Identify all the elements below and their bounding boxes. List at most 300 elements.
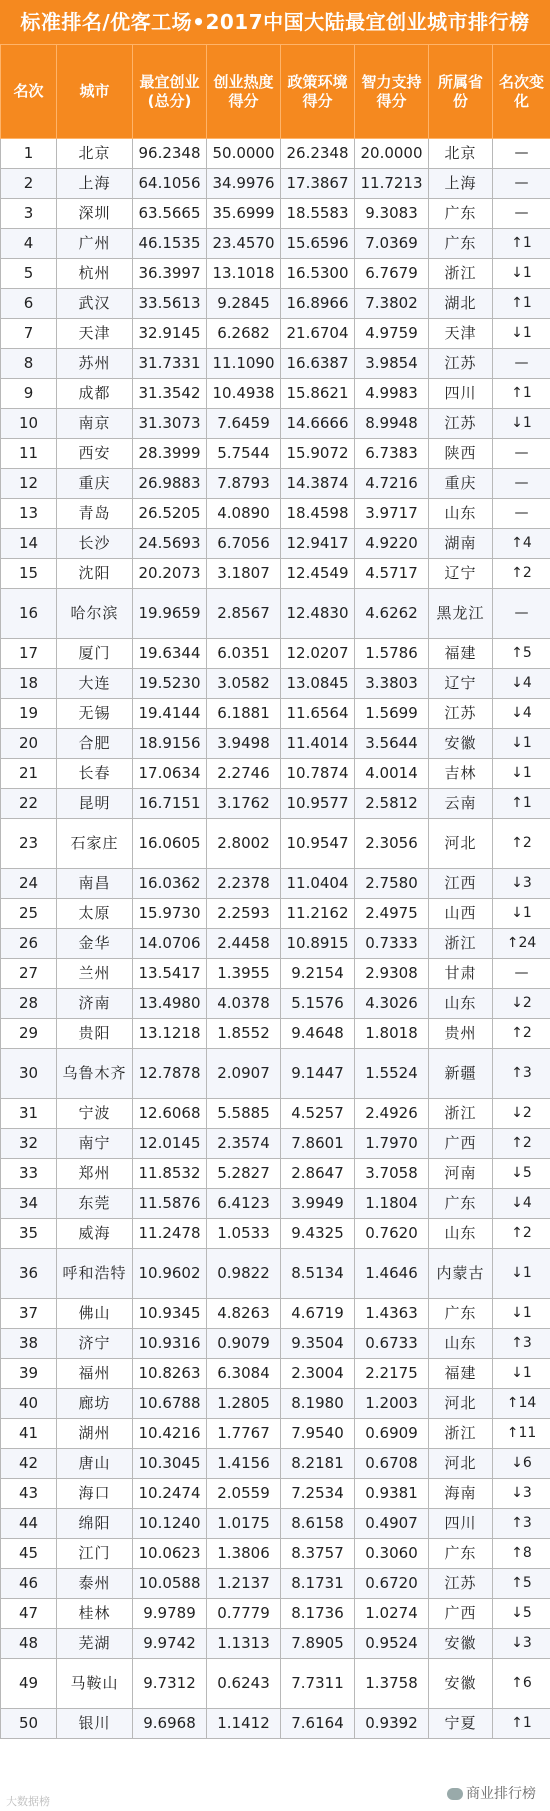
cell-rank-change: ↑6 — [493, 1659, 550, 1709]
cell-province: 山东 — [429, 499, 493, 529]
cell-province: 广东 — [429, 1539, 493, 1569]
cell-rank-change: ↓1 — [493, 729, 550, 759]
cell-total-score: 33.5613 — [133, 289, 207, 319]
cell-rank-change: ↑5 — [493, 1569, 550, 1599]
cell-rank-change: ↓1 — [493, 899, 550, 929]
table-row — [1, 869, 550, 899]
table-row — [1, 819, 550, 869]
cell-talent-score: 0.4907 — [355, 1509, 429, 1539]
cell-province: 山东 — [429, 1219, 493, 1249]
cell-talent-score: 1.3758 — [355, 1659, 429, 1709]
cell-policy-score: 8.1980 — [281, 1389, 355, 1419]
cell-rank: 11 — [1, 439, 57, 469]
cell-heat-score: 6.4123 — [207, 1189, 281, 1219]
cell-rank: 15 — [1, 559, 57, 589]
cell-province: 宁夏 — [429, 1709, 493, 1739]
cell-province: 河北 — [429, 819, 493, 869]
cell-policy-score: 12.4830 — [281, 589, 355, 639]
cell-total-score: 9.9789 — [133, 1599, 207, 1629]
cell-rank-change: ↑3 — [493, 1329, 550, 1359]
cell-policy-score: 13.0845 — [281, 669, 355, 699]
cell-total-score: 24.5693 — [133, 529, 207, 559]
cell-rank-change: ↑4 — [493, 529, 550, 559]
cell-province: 福建 — [429, 1359, 493, 1389]
cell-total-score: 10.4216 — [133, 1419, 207, 1449]
table-row — [1, 1569, 550, 1599]
cell-rank: 31 — [1, 1099, 57, 1129]
cell-city: 宁波 — [57, 1099, 133, 1129]
table-row — [1, 289, 550, 319]
cell-city: 郑州 — [57, 1159, 133, 1189]
cell-province: 浙江 — [429, 259, 493, 289]
cell-province: 安徽 — [429, 1629, 493, 1659]
cell-total-score: 12.7878 — [133, 1049, 207, 1099]
cell-province: 内蒙古 — [429, 1249, 493, 1299]
cell-province: 上海 — [429, 169, 493, 199]
cell-rank-change: ↓1 — [493, 1299, 550, 1329]
cell-heat-score: 2.0907 — [207, 1049, 281, 1099]
cell-total-score: 10.9602 — [133, 1249, 207, 1299]
cell-total-score: 26.5205 — [133, 499, 207, 529]
cell-talent-score: 0.6909 — [355, 1419, 429, 1449]
table-row — [1, 1049, 550, 1099]
cell-city: 泰州 — [57, 1569, 133, 1599]
cell-total-score: 96.2348 — [133, 139, 207, 169]
cell-province: 湖北 — [429, 289, 493, 319]
cell-heat-score: 3.1762 — [207, 789, 281, 819]
cell-total-score: 10.6788 — [133, 1389, 207, 1419]
cell-city: 广州 — [57, 229, 133, 259]
cell-heat-score: 4.8263 — [207, 1299, 281, 1329]
cell-heat-score: 7.6459 — [207, 409, 281, 439]
cell-talent-score: 1.4363 — [355, 1299, 429, 1329]
cell-policy-score: 14.3874 — [281, 469, 355, 499]
cell-province: 广东 — [429, 199, 493, 229]
cell-rank-change: ↓1 — [493, 319, 550, 349]
cell-city: 南京 — [57, 409, 133, 439]
cell-heat-score: 0.9079 — [207, 1329, 281, 1359]
cell-city: 苏州 — [57, 349, 133, 379]
cell-city: 芜湖 — [57, 1629, 133, 1659]
cell-rank-change: ↑11 — [493, 1419, 550, 1449]
table-row — [1, 759, 550, 789]
cell-policy-score: 3.9949 — [281, 1189, 355, 1219]
cell-heat-score: 1.7767 — [207, 1419, 281, 1449]
cell-policy-score: 10.8915 — [281, 929, 355, 959]
cell-policy-score: 12.9417 — [281, 529, 355, 559]
cell-talent-score: 1.0274 — [355, 1599, 429, 1629]
cell-talent-score: 2.2175 — [355, 1359, 429, 1389]
cell-rank: 40 — [1, 1389, 57, 1419]
cell-rank: 9 — [1, 379, 57, 409]
cell-total-score: 9.6968 — [133, 1709, 207, 1739]
cell-total-score: 10.8263 — [133, 1359, 207, 1389]
cell-rank: 36 — [1, 1249, 57, 1299]
cell-city: 银川 — [57, 1709, 133, 1739]
cell-policy-score: 8.6158 — [281, 1509, 355, 1539]
cell-city: 绵阳 — [57, 1509, 133, 1539]
cell-talent-score: 7.0369 — [355, 229, 429, 259]
header-talent-score: 智力支持得分 — [355, 45, 429, 139]
cell-rank-change: ↑8 — [493, 1539, 550, 1569]
cell-total-score: 12.0145 — [133, 1129, 207, 1159]
cell-total-score: 11.5876 — [133, 1189, 207, 1219]
ranking-table — [0, 44, 550, 1739]
cell-rank: 14 — [1, 529, 57, 559]
cell-policy-score: 11.6564 — [281, 699, 355, 729]
cell-rank: 50 — [1, 1709, 57, 1739]
table-row — [1, 729, 550, 759]
cell-talent-score: 3.9717 — [355, 499, 429, 529]
cell-heat-score: 0.7779 — [207, 1599, 281, 1629]
cell-rank: 44 — [1, 1509, 57, 1539]
cell-city: 重庆 — [57, 469, 133, 499]
cell-rank: 8 — [1, 349, 57, 379]
cell-rank-change: ↑2 — [493, 819, 550, 869]
cell-talent-score: 3.5644 — [355, 729, 429, 759]
cell-policy-score: 10.9577 — [281, 789, 355, 819]
cell-city: 上海 — [57, 169, 133, 199]
cell-rank: 47 — [1, 1599, 57, 1629]
cell-rank-change: ↓3 — [493, 1629, 550, 1659]
cell-city: 深圳 — [57, 199, 133, 229]
cell-city: 马鞍山 — [57, 1659, 133, 1709]
cell-total-score: 17.0634 — [133, 759, 207, 789]
cell-total-score: 13.5417 — [133, 959, 207, 989]
cell-total-score: 14.0706 — [133, 929, 207, 959]
cell-total-score: 20.2073 — [133, 559, 207, 589]
table-row — [1, 499, 550, 529]
cell-policy-score: 8.3757 — [281, 1539, 355, 1569]
cell-rank-change: ↑1 — [493, 379, 550, 409]
cell-policy-score: 9.1447 — [281, 1049, 355, 1099]
cell-talent-score: 20.0000 — [355, 139, 429, 169]
cell-rank-change: ↓5 — [493, 1599, 550, 1629]
table-row — [1, 959, 550, 989]
cell-policy-score: 7.8905 — [281, 1629, 355, 1659]
cell-rank-change: — — [493, 439, 550, 469]
cell-city: 北京 — [57, 139, 133, 169]
cell-city: 南昌 — [57, 869, 133, 899]
cell-province: 安徽 — [429, 729, 493, 759]
wechat-icon — [447, 1788, 463, 1800]
cell-total-score: 28.3999 — [133, 439, 207, 469]
header-heat-score: 创业热度得分 — [207, 45, 281, 139]
cell-city: 青岛 — [57, 499, 133, 529]
cell-rank: 46 — [1, 1569, 57, 1599]
watermark-right — [443, 1781, 540, 1805]
cell-city: 石家庄 — [57, 819, 133, 869]
table-row — [1, 1099, 550, 1129]
cell-rank: 43 — [1, 1479, 57, 1509]
cell-heat-score: 7.8793 — [207, 469, 281, 499]
cell-total-score: 10.0623 — [133, 1539, 207, 1569]
cell-province: 广东 — [429, 1189, 493, 1219]
header-rank-change: 名次变化 — [493, 45, 550, 139]
cell-talent-score: 7.3802 — [355, 289, 429, 319]
cell-heat-score: 50.0000 — [207, 139, 281, 169]
table-row — [1, 789, 550, 819]
cell-heat-score: 3.1807 — [207, 559, 281, 589]
cell-talent-score: 4.9220 — [355, 529, 429, 559]
cell-total-score: 13.1218 — [133, 1019, 207, 1049]
cell-talent-score: 4.9983 — [355, 379, 429, 409]
cell-talent-score: 4.7216 — [355, 469, 429, 499]
cell-talent-score: 0.6720 — [355, 1569, 429, 1599]
cell-province: 河北 — [429, 1389, 493, 1419]
cell-talent-score: 0.7620 — [355, 1219, 429, 1249]
cell-heat-score: 2.2593 — [207, 899, 281, 929]
cell-city: 济南 — [57, 989, 133, 1019]
table-row — [1, 1479, 550, 1509]
header-total-score: 最宜创业(总分) — [133, 45, 207, 139]
cell-talent-score: 1.8018 — [355, 1019, 429, 1049]
cell-province: 安徽 — [429, 1659, 493, 1709]
cell-rank: 33 — [1, 1159, 57, 1189]
cell-city: 福州 — [57, 1359, 133, 1389]
cell-rank: 38 — [1, 1329, 57, 1359]
cell-policy-score: 15.9072 — [281, 439, 355, 469]
cell-province: 广西 — [429, 1129, 493, 1159]
cell-province: 山东 — [429, 989, 493, 1019]
cell-heat-score: 1.4156 — [207, 1449, 281, 1479]
header-rank: 名次 — [1, 45, 57, 139]
cell-city: 杭州 — [57, 259, 133, 289]
cell-city: 江门 — [57, 1539, 133, 1569]
cell-heat-score: 0.9822 — [207, 1249, 281, 1299]
cell-rank: 34 — [1, 1189, 57, 1219]
watermark-right-label: 商业排行榜 — [466, 1786, 536, 1802]
cell-rank-change: — — [493, 469, 550, 499]
cell-talent-score: 3.9854 — [355, 349, 429, 379]
cell-rank-change: — — [493, 959, 550, 989]
cell-talent-score: 4.9759 — [355, 319, 429, 349]
cell-heat-score: 3.9498 — [207, 729, 281, 759]
table-row — [1, 529, 550, 559]
cell-rank: 10 — [1, 409, 57, 439]
table-row — [1, 349, 550, 379]
cell-talent-score: 1.1804 — [355, 1189, 429, 1219]
cell-city: 沈阳 — [57, 559, 133, 589]
cell-policy-score: 17.3867 — [281, 169, 355, 199]
header-city: 城市 — [57, 45, 133, 139]
cell-rank: 23 — [1, 819, 57, 869]
table-row — [1, 1359, 550, 1389]
cell-policy-score: 18.5583 — [281, 199, 355, 229]
cell-heat-score: 1.1412 — [207, 1709, 281, 1739]
cell-policy-score: 10.9547 — [281, 819, 355, 869]
cell-talent-score: 1.5786 — [355, 639, 429, 669]
cell-total-score: 36.3997 — [133, 259, 207, 289]
cell-policy-score: 26.2348 — [281, 139, 355, 169]
cell-city: 金华 — [57, 929, 133, 959]
cell-province: 河南 — [429, 1159, 493, 1189]
cell-policy-score: 21.6704 — [281, 319, 355, 349]
cell-heat-score: 4.0890 — [207, 499, 281, 529]
cell-rank-change: — — [493, 589, 550, 639]
cell-policy-score: 5.1576 — [281, 989, 355, 1019]
cell-total-score: 13.4980 — [133, 989, 207, 1019]
table-row — [1, 1709, 550, 1739]
cell-rank-change: — — [493, 169, 550, 199]
cell-rank: 41 — [1, 1419, 57, 1449]
cell-policy-score: 7.7311 — [281, 1659, 355, 1709]
table-row — [1, 589, 550, 639]
cell-province: 吉林 — [429, 759, 493, 789]
cell-total-score: 19.6344 — [133, 639, 207, 669]
cell-rank-change: ↓2 — [493, 989, 550, 1019]
cell-policy-score: 16.5300 — [281, 259, 355, 289]
table-row — [1, 1329, 550, 1359]
cell-rank: 17 — [1, 639, 57, 669]
table-row — [1, 1659, 550, 1709]
cell-rank: 3 — [1, 199, 57, 229]
cell-province: 广西 — [429, 1599, 493, 1629]
cell-rank: 6 — [1, 289, 57, 319]
cell-city: 太原 — [57, 899, 133, 929]
cell-policy-score: 4.5257 — [281, 1099, 355, 1129]
cell-city: 海口 — [57, 1479, 133, 1509]
cell-rank: 42 — [1, 1449, 57, 1479]
cell-rank-change: ↓2 — [493, 1099, 550, 1129]
cell-talent-score: 4.5717 — [355, 559, 429, 589]
cell-rank: 20 — [1, 729, 57, 759]
cell-heat-score: 23.4570 — [207, 229, 281, 259]
cell-total-score: 12.6068 — [133, 1099, 207, 1129]
cell-rank: 32 — [1, 1129, 57, 1159]
cell-total-score: 19.9659 — [133, 589, 207, 639]
table-body — [1, 139, 550, 1739]
cell-province: 江苏 — [429, 409, 493, 439]
cell-city: 威海 — [57, 1219, 133, 1249]
header-province: 所属省份 — [429, 45, 493, 139]
cell-province: 辽宁 — [429, 669, 493, 699]
table-row — [1, 669, 550, 699]
cell-city: 呼和浩特 — [57, 1249, 133, 1299]
cell-rank-change: ↑24 — [493, 929, 550, 959]
cell-talent-score: 1.2003 — [355, 1389, 429, 1419]
table-row — [1, 139, 550, 169]
cell-province: 广东 — [429, 1299, 493, 1329]
watermark-left: 大数据榜 — [6, 1795, 50, 1808]
cell-rank-change: ↑2 — [493, 1129, 550, 1159]
cell-total-score: 19.5230 — [133, 669, 207, 699]
cell-total-score: 10.9345 — [133, 1299, 207, 1329]
cell-rank-change: — — [493, 199, 550, 229]
cell-talent-score: 2.5812 — [355, 789, 429, 819]
cell-city: 南宁 — [57, 1129, 133, 1159]
cell-city: 长沙 — [57, 529, 133, 559]
cell-rank: 16 — [1, 589, 57, 639]
table-row — [1, 1389, 550, 1419]
cell-rank: 2 — [1, 169, 57, 199]
cell-rank: 28 — [1, 989, 57, 1019]
table-row — [1, 259, 550, 289]
cell-total-score: 16.7151 — [133, 789, 207, 819]
cell-heat-score: 9.2845 — [207, 289, 281, 319]
cell-heat-score: 1.1313 — [207, 1629, 281, 1659]
table-row — [1, 929, 550, 959]
cell-policy-score: 10.7874 — [281, 759, 355, 789]
cell-rank-change: ↓5 — [493, 1159, 550, 1189]
table-row — [1, 1129, 550, 1159]
cell-heat-score: 2.3574 — [207, 1129, 281, 1159]
table-row — [1, 1249, 550, 1299]
cell-rank: 39 — [1, 1359, 57, 1389]
cell-policy-score: 9.3504 — [281, 1329, 355, 1359]
cell-province: 黑龙江 — [429, 589, 493, 639]
cell-city: 湖州 — [57, 1419, 133, 1449]
cell-policy-score: 12.0207 — [281, 639, 355, 669]
cell-province: 四川 — [429, 1509, 493, 1539]
cell-city: 无锡 — [57, 699, 133, 729]
cell-rank: 24 — [1, 869, 57, 899]
cell-province: 山西 — [429, 899, 493, 929]
cell-city: 唐山 — [57, 1449, 133, 1479]
table-row — [1, 409, 550, 439]
cell-talent-score: 2.4926 — [355, 1099, 429, 1129]
cell-heat-score: 6.7056 — [207, 529, 281, 559]
cell-talent-score: 8.9948 — [355, 409, 429, 439]
cell-total-score: 32.9145 — [133, 319, 207, 349]
table-row — [1, 199, 550, 229]
cell-talent-score: 0.9524 — [355, 1629, 429, 1659]
cell-rank: 35 — [1, 1219, 57, 1249]
cell-total-score: 9.9742 — [133, 1629, 207, 1659]
cell-heat-score: 1.2805 — [207, 1389, 281, 1419]
cell-heat-score: 2.8567 — [207, 589, 281, 639]
cell-talent-score: 0.7333 — [355, 929, 429, 959]
cell-rank-change: ↑2 — [493, 559, 550, 589]
cell-rank: 5 — [1, 259, 57, 289]
cell-heat-score: 35.6999 — [207, 199, 281, 229]
cell-talent-score: 2.9308 — [355, 959, 429, 989]
cell-total-score: 10.0588 — [133, 1569, 207, 1599]
cell-policy-score: 11.0404 — [281, 869, 355, 899]
cell-heat-score: 6.2682 — [207, 319, 281, 349]
cell-province: 福建 — [429, 639, 493, 669]
cell-total-score: 19.4144 — [133, 699, 207, 729]
cell-heat-score: 1.0175 — [207, 1509, 281, 1539]
table-row — [1, 899, 550, 929]
cell-talent-score: 11.7213 — [355, 169, 429, 199]
cell-rank-change: ↑1 — [493, 289, 550, 319]
cell-rank-change: ↓4 — [493, 669, 550, 699]
cell-rank-change: ↑5 — [493, 639, 550, 669]
cell-rank-change: — — [493, 139, 550, 169]
cell-heat-score: 1.3806 — [207, 1539, 281, 1569]
cell-talent-score: 4.3026 — [355, 989, 429, 1019]
cell-heat-score: 10.4938 — [207, 379, 281, 409]
cell-rank: 19 — [1, 699, 57, 729]
cell-heat-score: 2.4458 — [207, 929, 281, 959]
cell-heat-score: 5.2827 — [207, 1159, 281, 1189]
cell-total-score: 11.8532 — [133, 1159, 207, 1189]
cell-rank-change: ↓6 — [493, 1449, 550, 1479]
cell-rank: 29 — [1, 1019, 57, 1049]
cell-rank-change: ↓3 — [493, 869, 550, 899]
table-header-row — [1, 45, 550, 139]
cell-total-score: 10.9316 — [133, 1329, 207, 1359]
cell-province: 浙江 — [429, 1419, 493, 1449]
cell-total-score: 31.3542 — [133, 379, 207, 409]
cell-city: 兰州 — [57, 959, 133, 989]
cell-policy-score: 8.2181 — [281, 1449, 355, 1479]
cell-heat-score: 1.0533 — [207, 1219, 281, 1249]
cell-city: 贵阳 — [57, 1019, 133, 1049]
table-row — [1, 379, 550, 409]
cell-heat-score: 1.3955 — [207, 959, 281, 989]
